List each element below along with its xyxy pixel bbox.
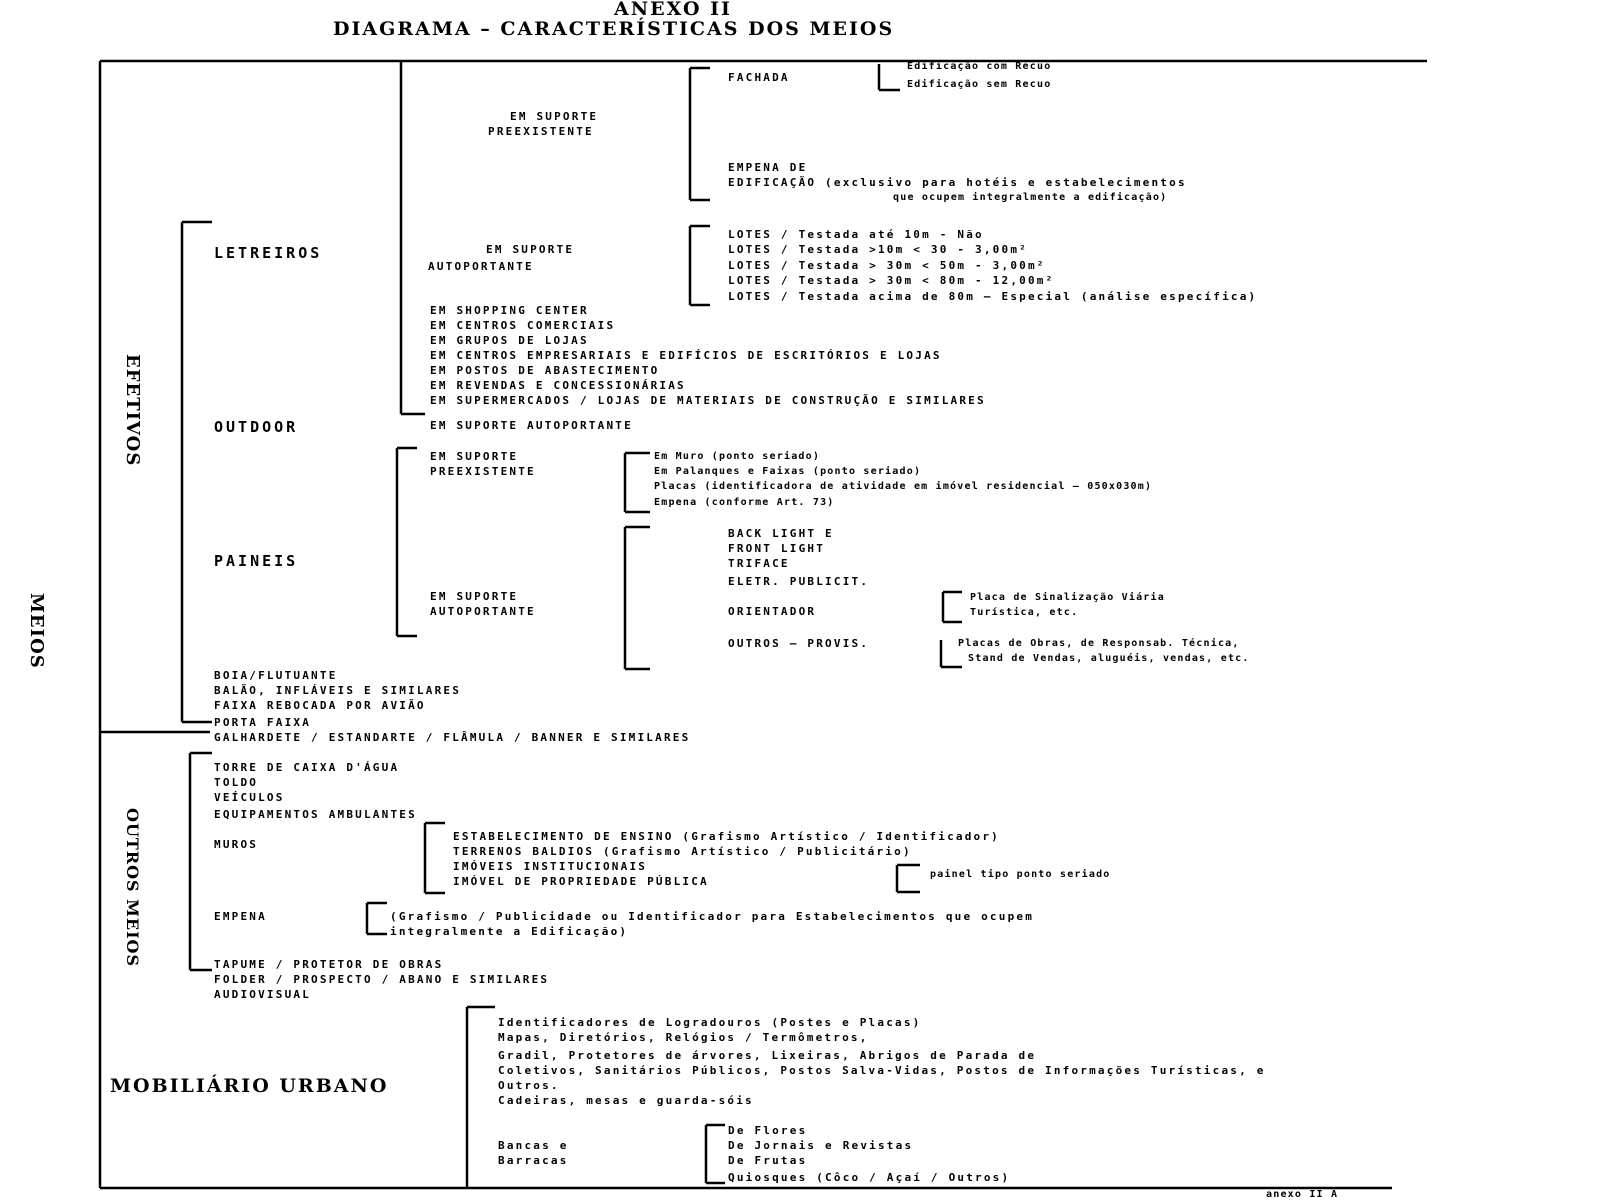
bancas-item-4: Quiosques (Côco / Açaí / Outros): [728, 1171, 1011, 1184]
letreiros-auto-2: AUTOPORTANTE: [428, 260, 534, 273]
label-meios: MEIOS: [26, 593, 47, 669]
outdoor-item: EM SUPORTE AUTOPORTANTE: [430, 419, 633, 432]
paineis-pre-item-4: Empena (conforme Art. 73): [654, 497, 835, 508]
annex-title: ANEXO II: [614, 0, 732, 20]
orientador-item-1: Placa de Sinalização Viária: [970, 592, 1165, 603]
fachada-item-1: Edificação com Recuo: [907, 61, 1052, 72]
efetivo-extra-3: FAIXA REBOCADA POR AVIÃO: [214, 699, 426, 712]
local-7: EM SUPERMERCADOS / LOJAS DE MATERIAIS DE CONSTRUÇÃO E SIMILARES: [430, 394, 986, 407]
letreiros-pre-2: PREEXISTENTE: [488, 125, 594, 138]
paineis-auto-item-2: FRONT LIGHT: [728, 542, 826, 555]
local-3: EM GRUPOS DE LOJAS: [430, 334, 589, 347]
muros-label: MUROS: [214, 838, 259, 851]
empena-1: EMPENA DE: [728, 161, 808, 174]
paineis-pre-item-2: Em Palanques e Faixas (ponto seriado): [654, 466, 922, 477]
empena-label: EMPENA: [214, 910, 267, 923]
bancas-item-1: De Flores: [728, 1124, 808, 1137]
outros-provis-item-2: Stand de Vendas, aluguéis, vendas, etc.: [968, 653, 1250, 664]
outros-tail-2: FOLDER / PROSPECTO / ABANO E SIMILARES: [214, 973, 550, 986]
bancas-1: Bancas e: [498, 1139, 569, 1152]
outros-provis-label: OUTROS – PROVIS.: [728, 637, 870, 650]
letreiros-auto-1: EM SUPORTE: [486, 243, 575, 256]
muros-note: painel tipo ponto seriado: [930, 869, 1111, 880]
efetivo-extra-4: PORTA FAIXA: [214, 716, 312, 729]
outros-item-4: EQUIPAMENTOS AMBULANTES: [214, 808, 417, 821]
outros-item-3: VEÍCULOS: [214, 791, 285, 804]
outros-provis-item-1: Placas de Obras, de Responsab. Técnica,: [958, 638, 1240, 649]
outros-tail-1: TAPUME / PROTETOR DE OBRAS: [214, 958, 444, 971]
paineis-auto-item-1: BACK LIGHT E: [728, 527, 834, 540]
letreiros-title: LETREIROS: [214, 244, 323, 262]
outros-item-2: TOLDO: [214, 776, 259, 789]
muros-item-2: TERRENOS BALDIOS (Grafismo Artístico / Publicitário): [453, 845, 912, 858]
muros-item-3: IMÓVEIS INSTITUCIONAIS: [453, 860, 648, 873]
mobiliario-item-6: Cadeiras, mesas e guarda-sóis: [498, 1094, 754, 1107]
letreiros-pre-1: EM SUPORTE: [510, 110, 599, 123]
paineis-auto-2: AUTOPORTANTE: [430, 605, 536, 618]
local-4: EM CENTROS EMPRESARIAIS E EDIFÍCIOS DE ESCRITÓRIOS E LOJAS: [430, 349, 942, 362]
bancas-2: Barracas: [498, 1154, 569, 1167]
lotes-3: LOTES / Testada > 30m < 50m - 3,00m²: [728, 259, 1046, 272]
paineis-pre-item-3: Placas (identificadora de atividade em imóvel residencial – 050x030m): [654, 481, 1153, 492]
footer-note: anexo II A: [1266, 1189, 1339, 1200]
paineis-title: PAINEIS: [214, 552, 299, 570]
paineis-pre-item-1: Em Muro (ponto seriado): [654, 451, 821, 462]
outros-tail-3: AUDIOVISUAL: [214, 988, 312, 1001]
paineis-pre-2: PREEXISTENTE: [430, 465, 536, 478]
bancas-item-3: De Frutas: [728, 1154, 808, 1167]
lotes-4: LOTES / Testada > 30m < 80m - 12,00m²: [728, 274, 1055, 287]
fachada-item-2: Edificação sem Recuo: [907, 79, 1052, 90]
muros-item-4: IMÓVEL DE PROPRIEDADE PÚBLICA: [453, 875, 709, 888]
fachada-label: FACHADA: [728, 71, 790, 84]
label-outros-meios: OUTROS MEIOS: [123, 808, 142, 968]
muros-item-1: ESTABELECIMENTO DE ENSINO (Grafismo Artístico / Identificador): [453, 830, 1000, 843]
local-1: EM SHOPPING CENTER: [430, 304, 589, 317]
paineis-pre-1: EM SUPORTE: [430, 450, 519, 463]
outdoor-title: OUTDOOR: [214, 418, 299, 436]
lotes-1: LOTES / Testada até 10m - Não: [728, 228, 984, 241]
paineis-auto-item-3: TRIFACE: [728, 557, 790, 570]
outros-item-1: TORRE DE CAIXA D'ÁGUA: [214, 761, 400, 774]
local-6: EM REVENDAS E CONCESSIONÁRIAS: [430, 379, 686, 392]
outros-first: GALHARDETE / ESTANDARTE / FLÂMULA / BANNER E SIMILARES: [214, 731, 691, 744]
efetivo-extra-2: BALÃO, INFLÁVEIS E SIMILARES: [214, 684, 462, 697]
label-efetivos: EFETIVOS: [122, 354, 143, 467]
orientador-item-2: Turística, etc.: [970, 607, 1079, 618]
empena-2: EDIFICAÇÃO (exclusivo para hotéis e estabelecimentos: [728, 176, 1187, 189]
mobiliario-title: MOBILIÁRIO URBANO: [110, 1075, 389, 1097]
lotes-2: LOTES / Testada >10m < 30 - 3,00m²: [728, 243, 1028, 256]
diagram-title: DIAGRAMA – CARACTERÍSTICAS DOS MEIOS: [333, 18, 895, 40]
mobiliario-item-1: Identificadores de Logradouros (Postes e Placas): [498, 1016, 922, 1029]
mobiliario-item-2: Mapas, Diretórios, Relógios / Termômetros,: [498, 1031, 869, 1044]
empena-item-1: (Grafismo / Publicidade ou Identificador para Estabelecimentos que ocupem: [390, 910, 1035, 923]
local-5: EM POSTOS DE ABASTECIMENTO: [430, 364, 660, 377]
empena-3: que ocupem integralmente a edificação): [893, 192, 1168, 203]
lotes-5: LOTES / Testada acima de 80m – Especial (análise específica): [728, 290, 1258, 303]
paineis-auto-item-4: ELETR. PUBLICIT.: [728, 575, 870, 588]
efetivo-extra-1: BOIA/FLUTUANTE: [214, 669, 338, 682]
orientador-label: ORIENTADOR: [728, 605, 817, 618]
mobiliario-item-3: Gradil, Protetores de árvores, Lixeiras, Abrigos de Parada de: [498, 1049, 1037, 1062]
bancas-item-2: De Jornais e Revistas: [728, 1139, 914, 1152]
empena-item-2: integralmente a Edificação): [390, 925, 629, 938]
mobiliario-item-4: Coletivos, Sanitários Públicos, Postos Salva-Vidas, Postos de Informações Turísticas, e: [498, 1064, 1266, 1077]
mobiliario-item-5: Outros.: [498, 1079, 560, 1092]
local-2: EM CENTROS COMERCIAIS: [430, 319, 616, 332]
paineis-auto-1: EM SUPORTE: [430, 590, 519, 603]
